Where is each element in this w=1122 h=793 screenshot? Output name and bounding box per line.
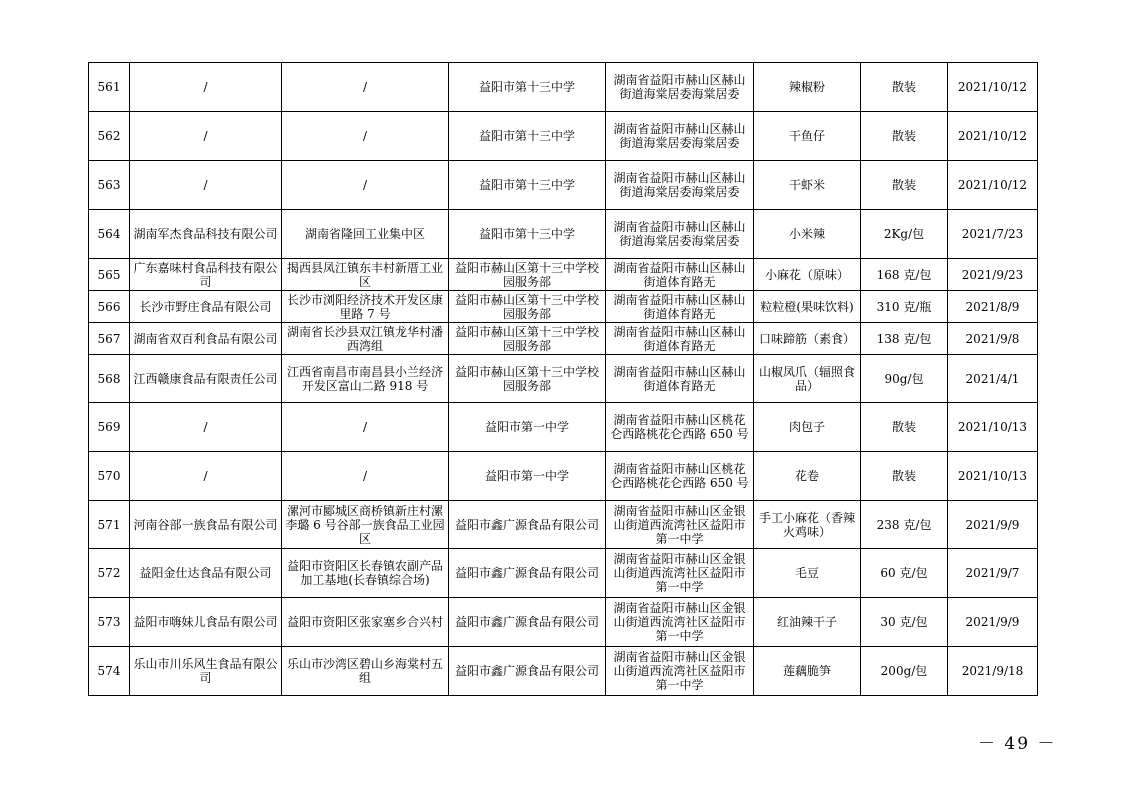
table-row (89, 259, 1038, 291)
sampled-unit-address: 湖南省益阳市赫山区赫山街道体育路无 (606, 355, 754, 403)
row-number: 562 (89, 112, 130, 161)
product-spec: 168 克/包 (861, 259, 948, 291)
inspection-records-table (88, 62, 1038, 696)
table-row (89, 291, 1038, 323)
row-number: 570 (89, 452, 130, 501)
table-row (89, 452, 1038, 501)
production-date: 2021/9/9 (948, 501, 1038, 549)
manufacturer-name: 河南谷部一族食品有限公司 (130, 501, 282, 549)
manufacturer-name: 广东嘉味村食品科技有限公司 (130, 259, 282, 291)
product-spec: 散装 (861, 161, 948, 210)
product-name: 山椒凤爪（辐照食品） (754, 355, 861, 403)
product-spec: 138 克/包 (861, 323, 948, 355)
sampled-unit: 益阳市赫山区第十三中学校园服务部 (449, 323, 606, 355)
manufacturer-address: / (282, 161, 449, 210)
table-row (89, 112, 1038, 161)
product-spec: 90g/包 (861, 355, 948, 403)
product-name: 小麻花（原味） (754, 259, 861, 291)
manufacturer-address: 江西省南昌市南昌县小兰经济开发区富山二路 918 号 (282, 355, 449, 403)
manufacturer-name: / (130, 63, 282, 112)
table-row (89, 598, 1038, 647)
manufacturer-address: 长沙市浏阳经济技术开发区康里路 7 号 (282, 291, 449, 323)
production-date: 2021/10/12 (948, 63, 1038, 112)
manufacturer-name: / (130, 161, 282, 210)
product-spec: 238 克/包 (861, 501, 948, 549)
sampled-unit-address: 湖南省益阳市赫山区金银山街道西流湾社区益阳市第一中学 (606, 647, 754, 696)
page-number: － 49 － (978, 734, 1057, 754)
manufacturer-address: / (282, 452, 449, 501)
table-body (89, 63, 1038, 696)
manufacturer-address: 漯河市郾城区商桥镇新庄村漯李璐 6 号谷部一族食品工业园区 (282, 501, 449, 549)
sampled-unit-address: 湖南省益阳市赫山区赫山街道体育路无 (606, 323, 754, 355)
product-spec: 散装 (861, 112, 948, 161)
row-number: 568 (89, 355, 130, 403)
table-row (89, 63, 1038, 112)
sampled-unit: 益阳市第一中学 (449, 403, 606, 452)
product-spec: 散装 (861, 403, 948, 452)
manufacturer-name: / (130, 452, 282, 501)
product-name: 红油辣干子 (754, 598, 861, 647)
table-row (89, 161, 1038, 210)
product-name: 毛豆 (754, 549, 861, 598)
sampled-unit: 益阳市赫山区第十三中学校园服务部 (449, 291, 606, 323)
row-number: 561 (89, 63, 130, 112)
production-date: 2021/9/9 (948, 598, 1038, 647)
manufacturer-name: 益阳金仕达食品有限公司 (130, 549, 282, 598)
product-name: 花卷 (754, 452, 861, 501)
product-name: 干虾米 (754, 161, 861, 210)
product-name: 粒粒橙(果味饮料) (754, 291, 861, 323)
product-name: 莲藕脆笋 (754, 647, 861, 696)
manufacturer-address: / (282, 403, 449, 452)
row-number: 563 (89, 161, 130, 210)
sampled-unit: 益阳市赫山区第十三中学校园服务部 (449, 355, 606, 403)
sampled-unit: 益阳市鑫广源食品有限公司 (449, 598, 606, 647)
product-name: 手工小麻花（香辣火鸡味） (754, 501, 861, 549)
product-spec: 散装 (861, 452, 948, 501)
sampled-unit-address: 湖南省益阳市赫山区赫山街道海棠居委海棠居委 (606, 63, 754, 112)
product-name: 干鱼仔 (754, 112, 861, 161)
sampled-unit: 益阳市鑫广源食品有限公司 (449, 647, 606, 696)
row-number: 566 (89, 291, 130, 323)
production-date: 2021/10/13 (948, 403, 1038, 452)
manufacturer-address: 益阳市资阳区长春镇农副产品加工基地(长春镇综合场) (282, 549, 449, 598)
sampled-unit-address: 湖南省益阳市赫山区赫山街道海棠居委海棠居委 (606, 161, 754, 210)
table-row (89, 501, 1038, 549)
manufacturer-address: / (282, 63, 449, 112)
manufacturer-name: / (130, 112, 282, 161)
manufacturer-address: 湖南省长沙县双江镇龙华村潘西湾组 (282, 323, 449, 355)
production-date: 2021/9/18 (948, 647, 1038, 696)
sampled-unit-address: 湖南省益阳市赫山区赫山街道体育路无 (606, 259, 754, 291)
manufacturer-name: 江西赣康食品有限责任公司 (130, 355, 282, 403)
sampled-unit-address: 湖南省益阳市赫山区金银山街道西流湾社区益阳市第一中学 (606, 598, 754, 647)
manufacturer-name: / (130, 403, 282, 452)
product-spec: 散装 (861, 63, 948, 112)
manufacturer-address: 湖南省隆回工业集中区 (282, 210, 449, 259)
manufacturer-address: 乐山市沙湾区碧山乡海棠村五组 (282, 647, 449, 696)
production-date: 2021/9/8 (948, 323, 1038, 355)
sampled-unit: 益阳市第十三中学 (449, 210, 606, 259)
row-number: 571 (89, 501, 130, 549)
sampled-unit-address: 湖南省益阳市赫山区赫山街道体育路无 (606, 291, 754, 323)
sampled-unit: 益阳市第十三中学 (449, 63, 606, 112)
sampled-unit-address: 湖南省益阳市赫山区金银山街道西流湾社区益阳市第一中学 (606, 549, 754, 598)
product-spec: 2Kg/包 (861, 210, 948, 259)
table-row (89, 210, 1038, 259)
production-date: 2021/10/13 (948, 452, 1038, 501)
manufacturer-name: 湖南军杰食品科技有限公司 (130, 210, 282, 259)
table-row (89, 647, 1038, 696)
product-name: 肉包子 (754, 403, 861, 452)
manufacturer-address: 揭西县凤江镇东丰村新厝工业区 (282, 259, 449, 291)
manufacturer-name: 长沙市野庄食品有限公司 (130, 291, 282, 323)
table-row (89, 323, 1038, 355)
production-date: 2021/9/7 (948, 549, 1038, 598)
production-date: 2021/10/12 (948, 112, 1038, 161)
table-row (89, 355, 1038, 403)
sampled-unit: 益阳市鑫广源食品有限公司 (449, 549, 606, 598)
row-number: 572 (89, 549, 130, 598)
product-spec: 200g/包 (861, 647, 948, 696)
manufacturer-name: 乐山市川乐风生食品有限公司 (130, 647, 282, 696)
row-number: 574 (89, 647, 130, 696)
production-date: 2021/4/1 (948, 355, 1038, 403)
row-number: 573 (89, 598, 130, 647)
product-spec: 60 克/包 (861, 549, 948, 598)
row-number: 567 (89, 323, 130, 355)
manufacturer-address: / (282, 112, 449, 161)
sampled-unit-address: 湖南省益阳市赫山区金银山街道西流湾社区益阳市第一中学 (606, 501, 754, 549)
product-name: 口味蹄筋（素食） (754, 323, 861, 355)
sampled-unit-address: 湖南省益阳市赫山区桃花仑西路桃花仑西路 650 号 (606, 403, 754, 452)
sampled-unit: 益阳市第十三中学 (449, 112, 606, 161)
product-spec: 30 克/包 (861, 598, 948, 647)
sampled-unit: 益阳市第一中学 (449, 452, 606, 501)
manufacturer-address: 益阳市资阳区张家塞乡合兴村 (282, 598, 449, 647)
row-number: 569 (89, 403, 130, 452)
table-row (89, 549, 1038, 598)
production-date: 2021/9/23 (948, 259, 1038, 291)
production-date: 2021/8/9 (948, 291, 1038, 323)
sampled-unit-address: 湖南省益阳市赫山区赫山街道海棠居委海棠居委 (606, 112, 754, 161)
product-name: 小米辣 (754, 210, 861, 259)
row-number: 564 (89, 210, 130, 259)
sampled-unit-address: 湖南省益阳市赫山区桃花仑西路桃花仑西路 650 号 (606, 452, 754, 501)
table-row (89, 403, 1038, 452)
row-number: 565 (89, 259, 130, 291)
production-date: 2021/10/12 (948, 161, 1038, 210)
sampled-unit-address: 湖南省益阳市赫山区赫山街道海棠居委海棠居委 (606, 210, 754, 259)
production-date: 2021/7/23 (948, 210, 1038, 259)
sampled-unit: 益阳市赫山区第十三中学校园服务部 (449, 259, 606, 291)
manufacturer-name: 益阳市嗨妹儿食品有限公司 (130, 598, 282, 647)
product-spec: 310 克/瓶 (861, 291, 948, 323)
sampled-unit: 益阳市鑫广源食品有限公司 (449, 501, 606, 549)
manufacturer-name: 湖南省双百利食品有限公司 (130, 323, 282, 355)
product-name: 辣椒粉 (754, 63, 861, 112)
sampled-unit: 益阳市第十三中学 (449, 161, 606, 210)
